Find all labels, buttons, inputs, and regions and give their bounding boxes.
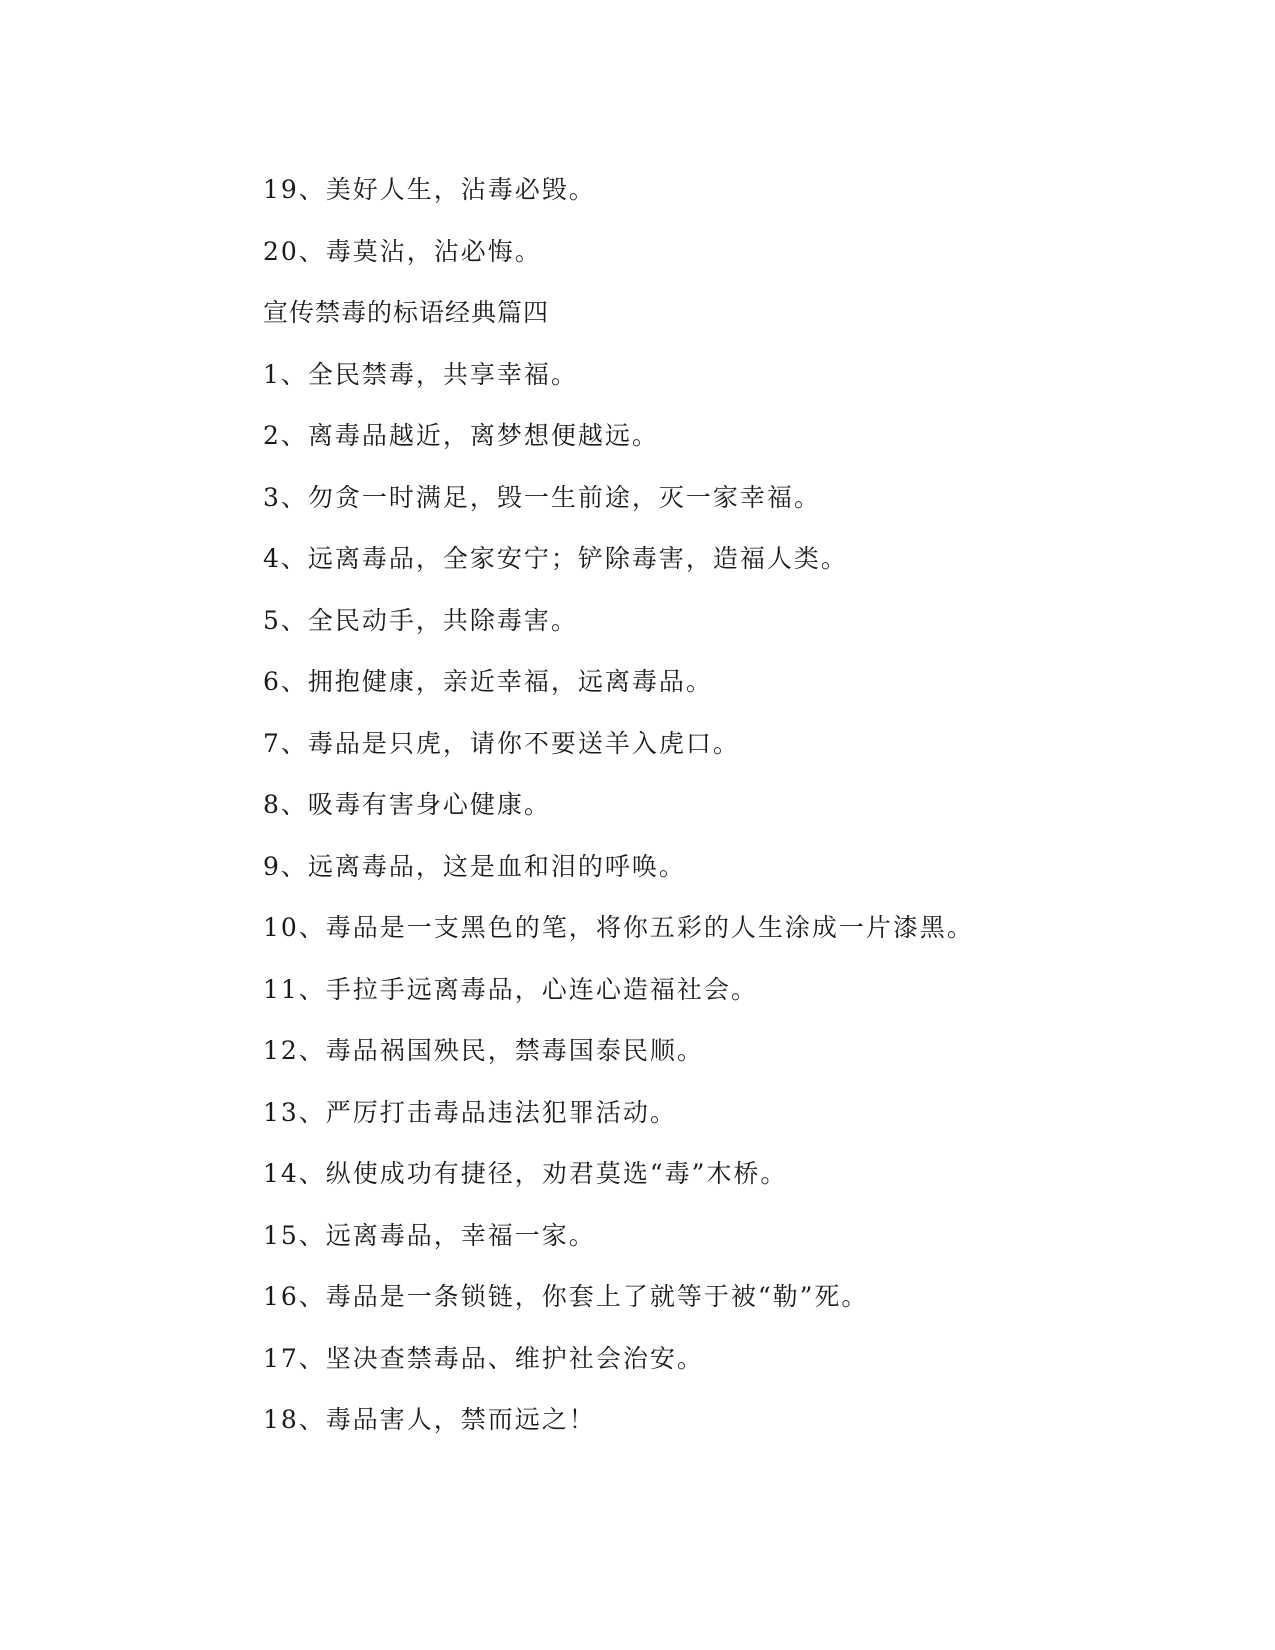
slogan-item-2: 2、离毒品越近，离梦想便越远。 (263, 421, 659, 450)
slogan-item-20: 20、毒莫沾，沾必悔。 (263, 236, 542, 266)
slogan-item-3: 3、勿贪一时满足，毁一生前途，灭一家幸福。 (263, 482, 821, 512)
slogan-item-13: 13、严厉打击毒品违法犯罪活动。 (263, 1097, 677, 1127)
slogan-list (263, 168, 1163, 1460)
slogan-item-7: 7、毒品是只虎，请你不要送羊入虎口。 (263, 728, 740, 758)
slogan-item-10: 10、毒品是一支黑色的笔，将你五彩的人生涂成一片漆黑。 (263, 913, 974, 942)
slogan-item-11: 11、手拉手远离毒品，心连心造福社会。 (263, 974, 758, 1004)
slogan-item-1: 1、全民禁毒，共享幸福。 (263, 359, 578, 389)
slogan-item-4: 4、远离毒品，全家安宁；铲除毒害，造福人类。 (263, 544, 848, 573)
slogan-item-14: 14、纵使成功有捷径，劝君莫选“毒”木桥。 (263, 1159, 788, 1188)
section-heading: 宣传禁毒的标语经典篇四 (263, 298, 550, 327)
slogan-item-15: 15、远离毒品，幸福一家。 (263, 1220, 596, 1250)
slogan-item-9: 9、远离毒品，这是血和泪的呼唤。 (263, 851, 686, 881)
slogan-item-18: 18、毒品害人，禁而远之！ (263, 1405, 596, 1434)
slogan-item-5: 5、全民动手，共除毒害。 (263, 605, 578, 635)
slogan-item-6: 6、拥抱健康，亲近幸福，远离毒品。 (263, 667, 713, 696)
slogan-item-12: 12、毒品祸国殃民，禁毒国泰民顺。 (263, 1036, 704, 1065)
slogan-item-16: 16、毒品是一条锁链，你套上了就等于被“勒”死。 (263, 1282, 869, 1311)
slogan-item-19: 19、美好人生，沾毒必毁。 (263, 175, 596, 204)
slogan-item-17: 17、坚决查禁毒品、维护社会治安。 (263, 1343, 704, 1373)
slogan-item-8: 8、吸毒有害身心健康。 (263, 790, 551, 819)
